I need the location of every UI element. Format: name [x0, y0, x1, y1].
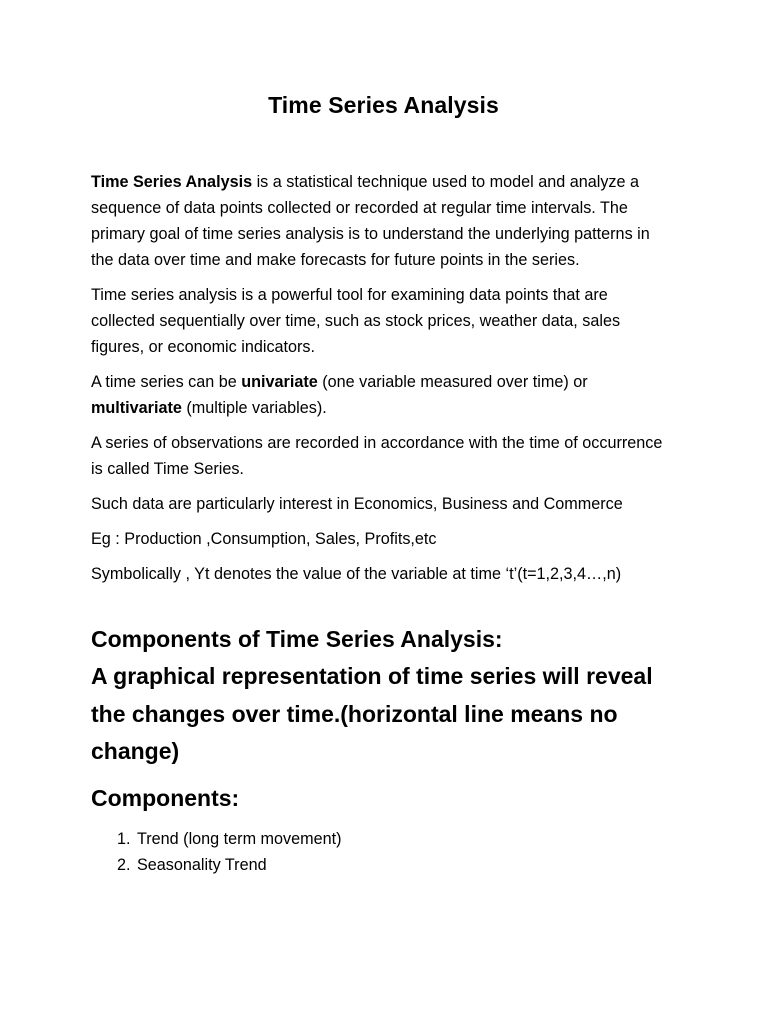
- paragraph-univariate-multivariate: [91, 369, 676, 421]
- paragraph-observations: A series of observations are recorded in accordance with the time of occurrence is called Time Series.: [91, 434, 663, 478]
- paragraph-symbolically: Symbolically , Yt denotes the value of the variable at time ‘t’(t=1,2,3,4…,n): [91, 565, 622, 583]
- paragraph-example: Eg : Production ,Consumption, Sales, Profits,etc: [91, 530, 437, 548]
- heading-components: Components:: [91, 784, 240, 811]
- heading-components-of-time-series: Components of Time Series Analysis:: [91, 626, 503, 652]
- definition-text: is a statistical technique used to model and analyze a sequence of data points collected or recorded at regular time intervals. The primary goal of time series analysis is to understand the underlying patterns in the data over time and make forecasts for future points in the series.: [91, 173, 650, 269]
- text-part: (one variable measured over time) or: [317, 373, 588, 391]
- text-part: (multiple variables).: [181, 399, 327, 417]
- components-list: [91, 826, 676, 878]
- document-title: Time Series Analysis: [268, 92, 499, 118]
- paragraph-economics: Such data are particularly interest in Economics, Business and Commerce: [91, 495, 623, 513]
- paragraph-definition: [91, 169, 676, 273]
- bold-term-time-series-analysis: Time Series Analysis: [91, 173, 253, 191]
- list-item-seasonality: 2. Seasonality Trend: [135, 852, 676, 878]
- bold-multivariate: multivariate: [91, 399, 182, 417]
- text-part: A time series can be: [91, 373, 242, 391]
- bold-univariate: univariate: [241, 373, 318, 391]
- heading-graphical-representation: A graphical representation of time series will reveal the changes over time.(horizontal line means no change): [91, 663, 653, 764]
- paragraph-tool: Time series analysis is a powerful tool for examining data points that are collected sequentially over time, such as stock prices, weather data, sales figures, or economic indicators.: [91, 286, 621, 356]
- list-item-trend: 1. Trend (long term movement): [135, 826, 676, 852]
